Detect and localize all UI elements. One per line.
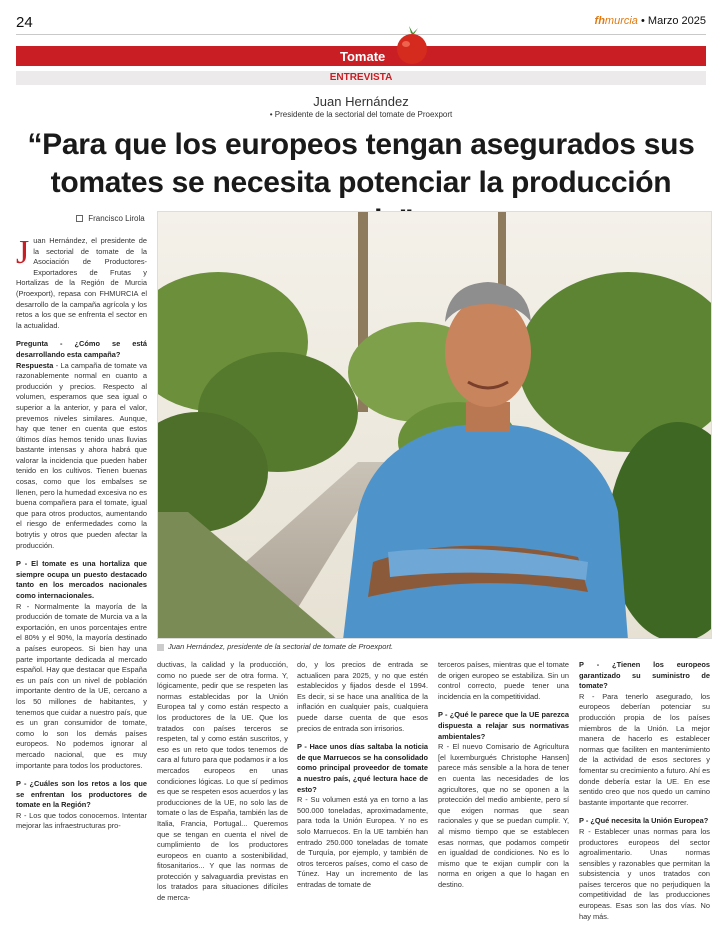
drop-cap: J [16,236,30,271]
publication-brand [595,15,706,27]
column-2-text: ductivas, la calidad y la producción, como no puede ser de otra forma. Y, lógicamente, pedir que se respeten las normas establecidas por la Unión Europea tal y como están respecto a los productores de la UE. Que los tratados con países terceros se respeten, tal y como están suscritos, y eso es un reto que todos tenemos de cara al futuro para que podamos ir a los mercados europeos en unas condiciones lógicas. Lo que sí pedimos es que se respeten esos acuerdos y las producciones de la UE, no solo las de tomate o las de España, también las de Italia, Francia, Portugal... Queremos que se tengan en cuenta el nivel de cumplimiento de los productores europeos en cuanto a sostenibilidad, fitosanitarios... Y que las normas de protección y salvaguardia previstas en los tratados para situaciones difíciles de merca- [157,660,288,903]
answer-2: R - Normalmente la mayoría de la producción de tomate de Murcia va a la exportación, en unos porcentajes entre el 80% y el 90%, la mayoría destinado a países europeos. Si bien hay una parte importante dedicada al mercado español. Hay que destacar que España es un país con un nivel de población importante dentro de la UE, cercano a los 50 millones de habitantes, y tenemos que cuidar a nuestro país, que es un gran consumidor de tomate, como lo son los demás países europeos. No podemos ignorar al mercado nacional, que es muy importante para todos los productores. [16,601,147,770]
answer-3: R - Los que todos conocemos. Intentar mejorar las infraestructuras pro- [16,810,147,831]
answer-4: R - Su volumen está ya en torno a las 500.000 toneladas, aproximadamente, para toda la Unión Europea. Y no es solo Marruecos. En la UE también han entrado 250.000 toneladas de tomate de Turquía, por ejemplo, y también de otros terceros países, como el caso de Túnez. Hay un incremento de las entradas de tomate de [297,795,428,889]
answer-7: R - Establecer unas normas para los productores europeos del sector agroalimentario. Unas normas sensibles y razonables que permitan la subsistencia y unos tratados con países terceros que no perjudiquen la competitividad de las producciones europeas. Esas son las dos vías. No hay más. [579,826,710,921]
question-2: P - El tomate es una hortaliza que siempre ocupa un puesto destacado tanto en los mercados nacionales como internacionales. [16,559,147,600]
question-7: P - ¿Qué necesita la Unión Europea? [579,816,709,826]
question-5: P - ¿Qué le parece que la UE parezca dispuesta a relajar sus normativas ambientales? [438,710,569,741]
tomato-icon [392,24,432,66]
section-label: Tomate [340,49,386,64]
column-3-text: do, y los precios de entrada se actualicen para 2025, y no que estén establecidos y fijados desde el 1994. Es decir, si se hace una analítica de la inflación en cualquier país, cualquiera puede darse cuenta de que esos precios de entrada son irrisorios. [297,660,428,733]
article-column-3 [297,660,428,932]
question-6: P - ¿Tienen los europeos garantizado su suministro de tomate? [579,660,710,691]
question-1: Pregunta - ¿Cómo se está desarrollando esta campaña? [16,339,147,359]
column-4-text: terceros países, mientras que el tomate de origen europeo se estabiliza. Sin un control correcto, puede tener una incidencia en la competitividad. [438,660,569,701]
header-rule [16,34,706,35]
article-column-4 [438,660,569,932]
brand-fh: fh [594,15,605,27]
caption-square-icon [157,644,164,651]
answer-1: - La campaña de tomate va razonablemente normal en cuanto a producción y precios. Respecto al volumen, esperamos que sea igual o superior a la anterior, y para el valor, prevemos niveles similares. Aunque, hay que tener en cuenta que estos últimos días hemos tenido unas lluvias bastante intensas y ahora habrá que valorar la incidencia que pueden haber tenido en los cultivos. Tienen buenas cosas, como que los embalses se llenen, pero la humedad excesiva no es buena compañera para el tomate, igual que para otros productos, aumentando el riesgo de enfermedades como la botrytis y otros que pueden afectar la producción. [16,360,147,550]
article-column-5 [579,660,710,932]
intro-paragraph: uan Hernández, el presidente de la sectorial de tomate de la Asociación de Productores-Exportadores de Frutas y Hortalizas de la Región de Murcia (Proexport), repasa con FHMURCIA el desarrollo de la campaña agrícola y los retos a los que se enfrenta el sector en la actualidad. [16,236,147,330]
interviewee-photo [157,211,712,639]
headline-line-2: tomates se necesita potenciar la producción [50,166,672,199]
author-name: Francisco Lirola [88,214,145,223]
article-column-2 [157,660,288,932]
interviewee-name: Juan Hernández [313,94,409,109]
author-credit [76,214,145,223]
question-4: P - Hace unos días saltaba la noticia de que Marruecos se ha consolidado como principal proveedor de tomate a nuestro país, ¿qué lectura hace de esto? [297,742,428,794]
brand-murcia: murcia [604,15,638,27]
answer-5: R - El nuevo Comisario de Agricultura [el luxemburgués Christophe Hansen] parece más sensible a la hora de tener en cuenta las necesidades de los agricultores, que no se oponen a la protección del medio ambiente, pero sí que exigen normas que sean racionales y que se puedan cumplir. Y, al mismo tiempo que se establecen esas normas, que podamos competir en igualdad de condiciones. No es lo mismo que te exijan cumplir con la norma en origen a que lo hagan en destino. [438,742,569,889]
section-subtitle: ENTREVISTA [16,71,706,85]
article-column-1 [16,236,147,932]
photo-caption [157,642,393,651]
headline-line-1: “Para que los europeos tengan asegurados sus [27,128,695,161]
answer-6: R - Para tenerlo asegurado, los europeos deberían potenciar su producción propia de los países miembros de la Unión. La mejor manera de hacerlo es establecer normas que faciliten en mantenimiento de la actividad de esos sectores y fomentar su crecimiento a futuro. Ahí es donde debería estar la UE. En ese sentido creo que nos quedo un camino bastante importante que recorrer. [579,691,710,807]
author-square-icon [76,215,83,222]
page-number: 24 [16,14,33,31]
answer-1-lead: Respuesta [16,360,54,370]
question-3: P - ¿Cuáles son los retos a los que se enfrentan los productores de tomate en la Región? [16,779,147,810]
caption-text: Juan Hernández, presidente de la sectorial de tomate de Proexport. [168,642,394,651]
issue-date: • Marzo 2025 [641,15,706,27]
interviewee-role: • Presidente de la sectorial del tomate de Proexport [269,110,453,119]
